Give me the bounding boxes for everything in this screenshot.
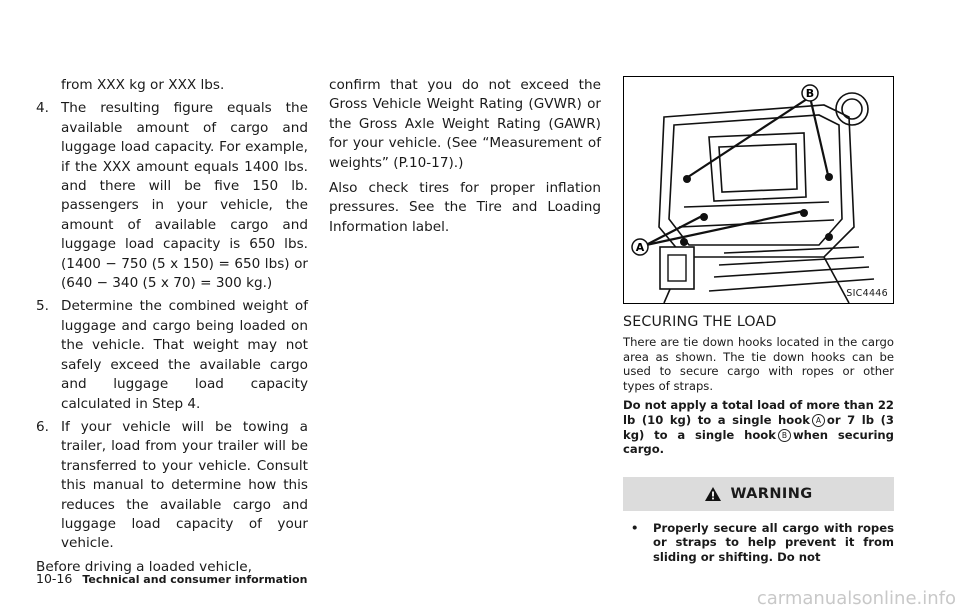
list-item — [36, 418, 308, 554]
continuation-text: from XXX kg or XXX lbs. — [61, 77, 225, 93]
cargo-area-figure — [623, 76, 894, 304]
warning-text: Properly secure all cargo with ropes or straps to help prevent it from sliding or shifting. Do not — [653, 520, 894, 564]
section-heading: SECURING THE LOAD — [623, 314, 777, 330]
item-number: 6. — [36, 418, 49, 435]
figure-code: SIC4446 — [846, 288, 888, 299]
warning-title: WARNING — [730, 485, 813, 502]
hook-b-marker: B — [778, 429, 791, 442]
label-a: A — [635, 241, 645, 254]
cargo-illustration — [624, 77, 893, 303]
warning-banner — [623, 477, 894, 511]
load-limit-part1: Do not apply a total load of more than 22 lb (10 kg) to a single hook — [623, 398, 895, 427]
column-3 — [623, 76, 894, 565]
section-body: There are tie down hooks located in the cargo area as shown. The tie down hooks can be used to secure cargo with ropes or other types of straps. — [623, 335, 894, 393]
paragraph: Also check tires for proper inflation pressures. See the Tire and Loading Information label. — [329, 180, 601, 235]
label-b: B — [805, 87, 815, 100]
load-limit-text — [623, 398, 894, 456]
footer-section-title: Technical and consumer information — [82, 573, 308, 586]
page-number: 10-16 — [36, 571, 73, 586]
load-limit-part2: or 7 lb (3 kg) to a single hook — [623, 412, 894, 442]
load-limit-part3: when securing cargo. — [623, 427, 894, 457]
warning-icon — [704, 486, 722, 502]
item-number: 5. — [36, 298, 49, 315]
column-2 — [329, 76, 601, 237]
warning-item — [623, 521, 894, 565]
column-1 — [36, 76, 308, 577]
page-footer — [36, 571, 307, 586]
hook-a-marker: A — [812, 414, 825, 427]
watermark: carmanualsonline.info — [756, 588, 956, 609]
list-item — [36, 297, 308, 413]
item-number: 4. — [36, 100, 49, 117]
item-text: If your vehicle will be towing a trailer, load from your trailer will be transferred to your vehicle. Consult this manual to determine how this reduces the available cargo and luggage load capacity of your vehicle. — [61, 418, 308, 552]
item-text: The resulting figure equals the available amount of cargo and luggage load capacity. For example, if the XXX amount equals 1400 lbs. and there will be five 150 lb. passengers in your vehicle, the amount of available cargo and luggage load capacity is 650 lbs. (1400 − 750 (5 x 150) = 650 lbs) or (640 − 340 (5 x 70) = 300 kg.) — [61, 100, 308, 292]
item-text: Determine the combined weight of luggage and cargo being loaded on the vehicle. That weight may not safely exceed the available cargo and luggage load capacity calculated in Step 4. — [61, 298, 308, 412]
paragraph: confirm that you do not exceed the Gross Vehicle Weight Rating (GVWR) or the Gross Axle Weight Rating (GAWR) for your vehicle. (See “Measurement of weights” (P.10-17).) — [329, 77, 601, 171]
bullet: • — [631, 520, 639, 535]
list-item — [36, 99, 308, 293]
closing-text: Before driving a loaded vehicle, — [36, 558, 252, 575]
